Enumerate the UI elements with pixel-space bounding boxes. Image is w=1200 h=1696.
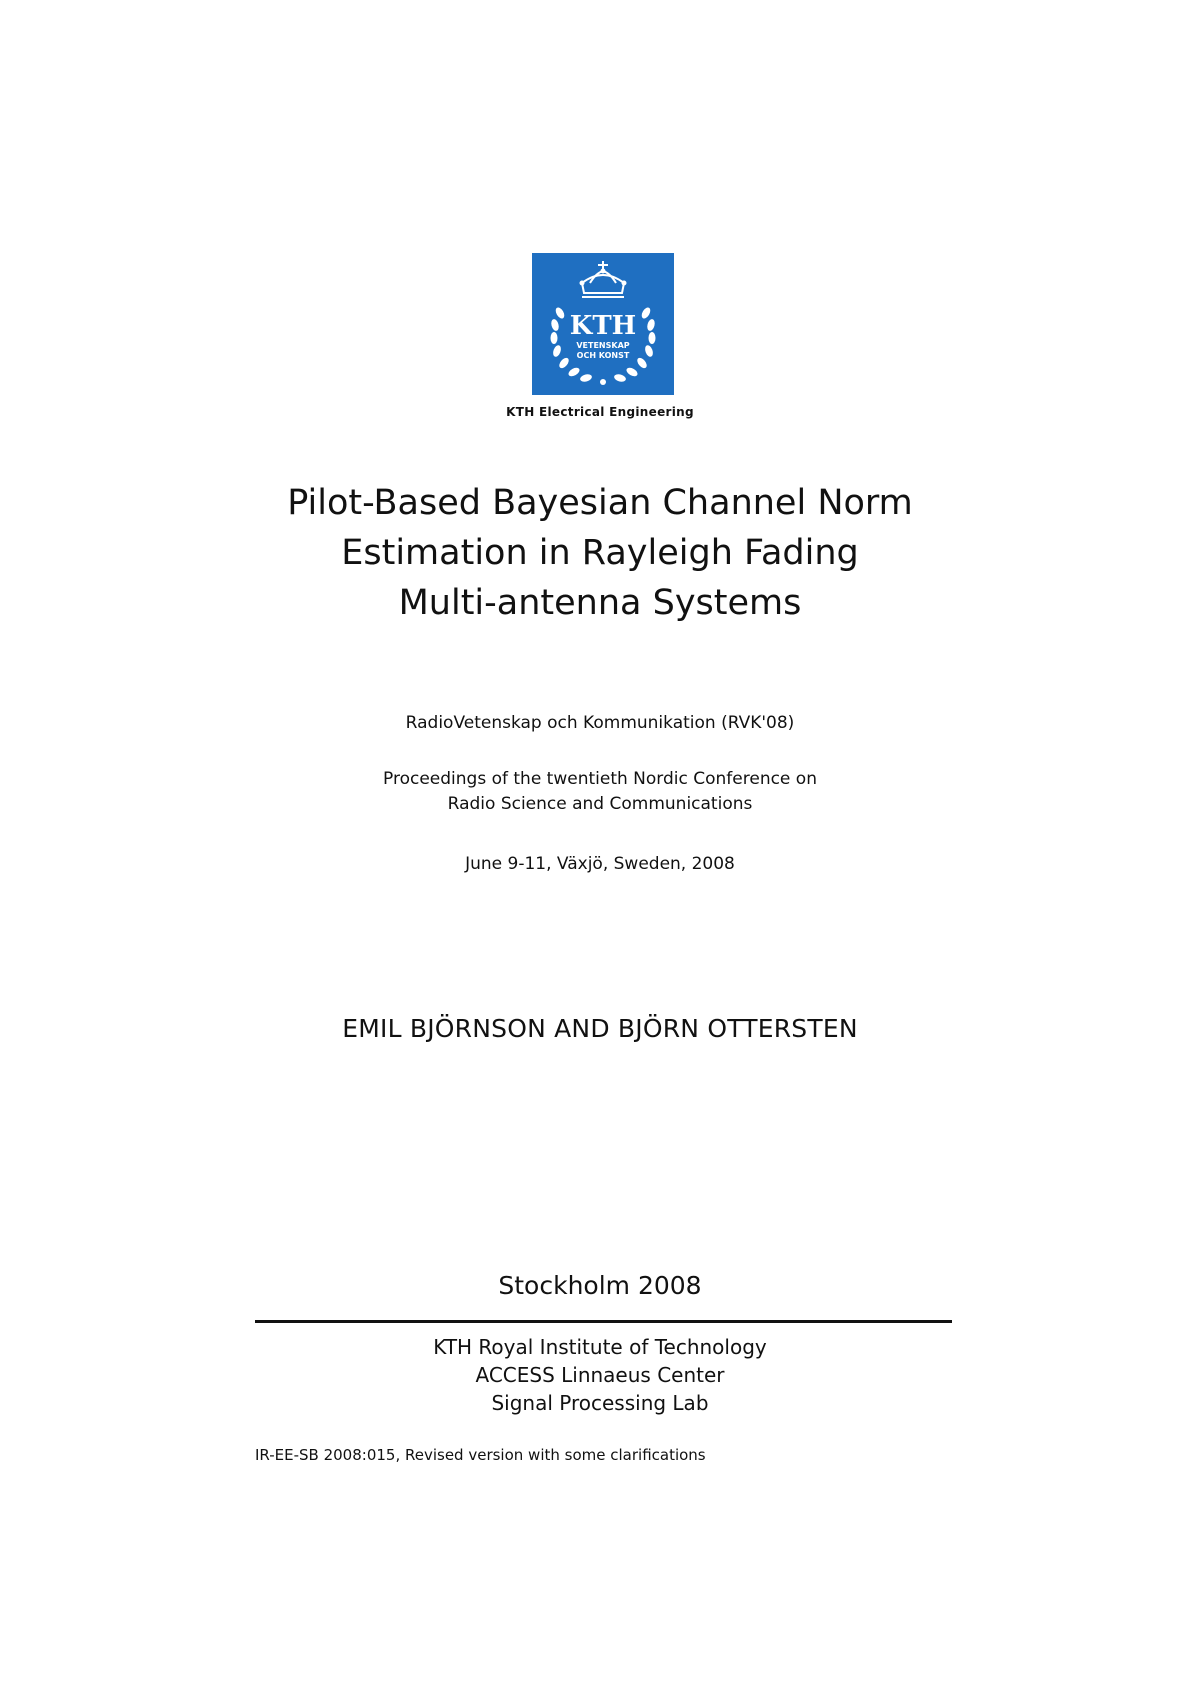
report-note: IR-EE-SB 2008:015, Revised version with some clarifications [255,1446,706,1464]
institution-line-2: ACCESS Linnaeus Center [475,1363,725,1387]
institution-line-3: Signal Processing Lab [491,1391,709,1415]
conference-name: RadioVetenskap och Kommunikation (RVK'08) [405,713,795,733]
kth-logo [532,253,674,395]
logo-motto-line2: OCH KONST [576,351,630,360]
authors: EMIL BJÖRNSON AND BJÖRN OTTERSTEN [342,1014,858,1043]
institution-line-1: KTH Royal Institute of Technology [433,1335,767,1359]
horizontal-rule [255,1320,952,1323]
title-line-3: Multi-antenna Systems [398,583,802,623]
paper-title [0,478,1200,628]
proceedings-info [0,767,1200,817]
logo-motto-line1: VETENSKAP [576,341,630,350]
institution-block [0,1333,1200,1417]
place-year: Stockholm 2008 [498,1271,702,1300]
logo-emblem-text: KTH [569,311,637,341]
conference-date-place: June 9-11, Växjö, Sweden, 2008 [465,854,735,874]
proceedings-line-2: Radio Science and Communications [447,794,753,814]
proceedings-line-1: Proceedings of the twentieth Nordic Conference on [383,769,817,789]
title-line-1: Pilot-Based Bayesian Channel Norm [287,483,913,523]
department-label: KTH Electrical Engineering [506,405,694,419]
title-line-2: Estimation in Rayleigh Fading [341,533,859,573]
